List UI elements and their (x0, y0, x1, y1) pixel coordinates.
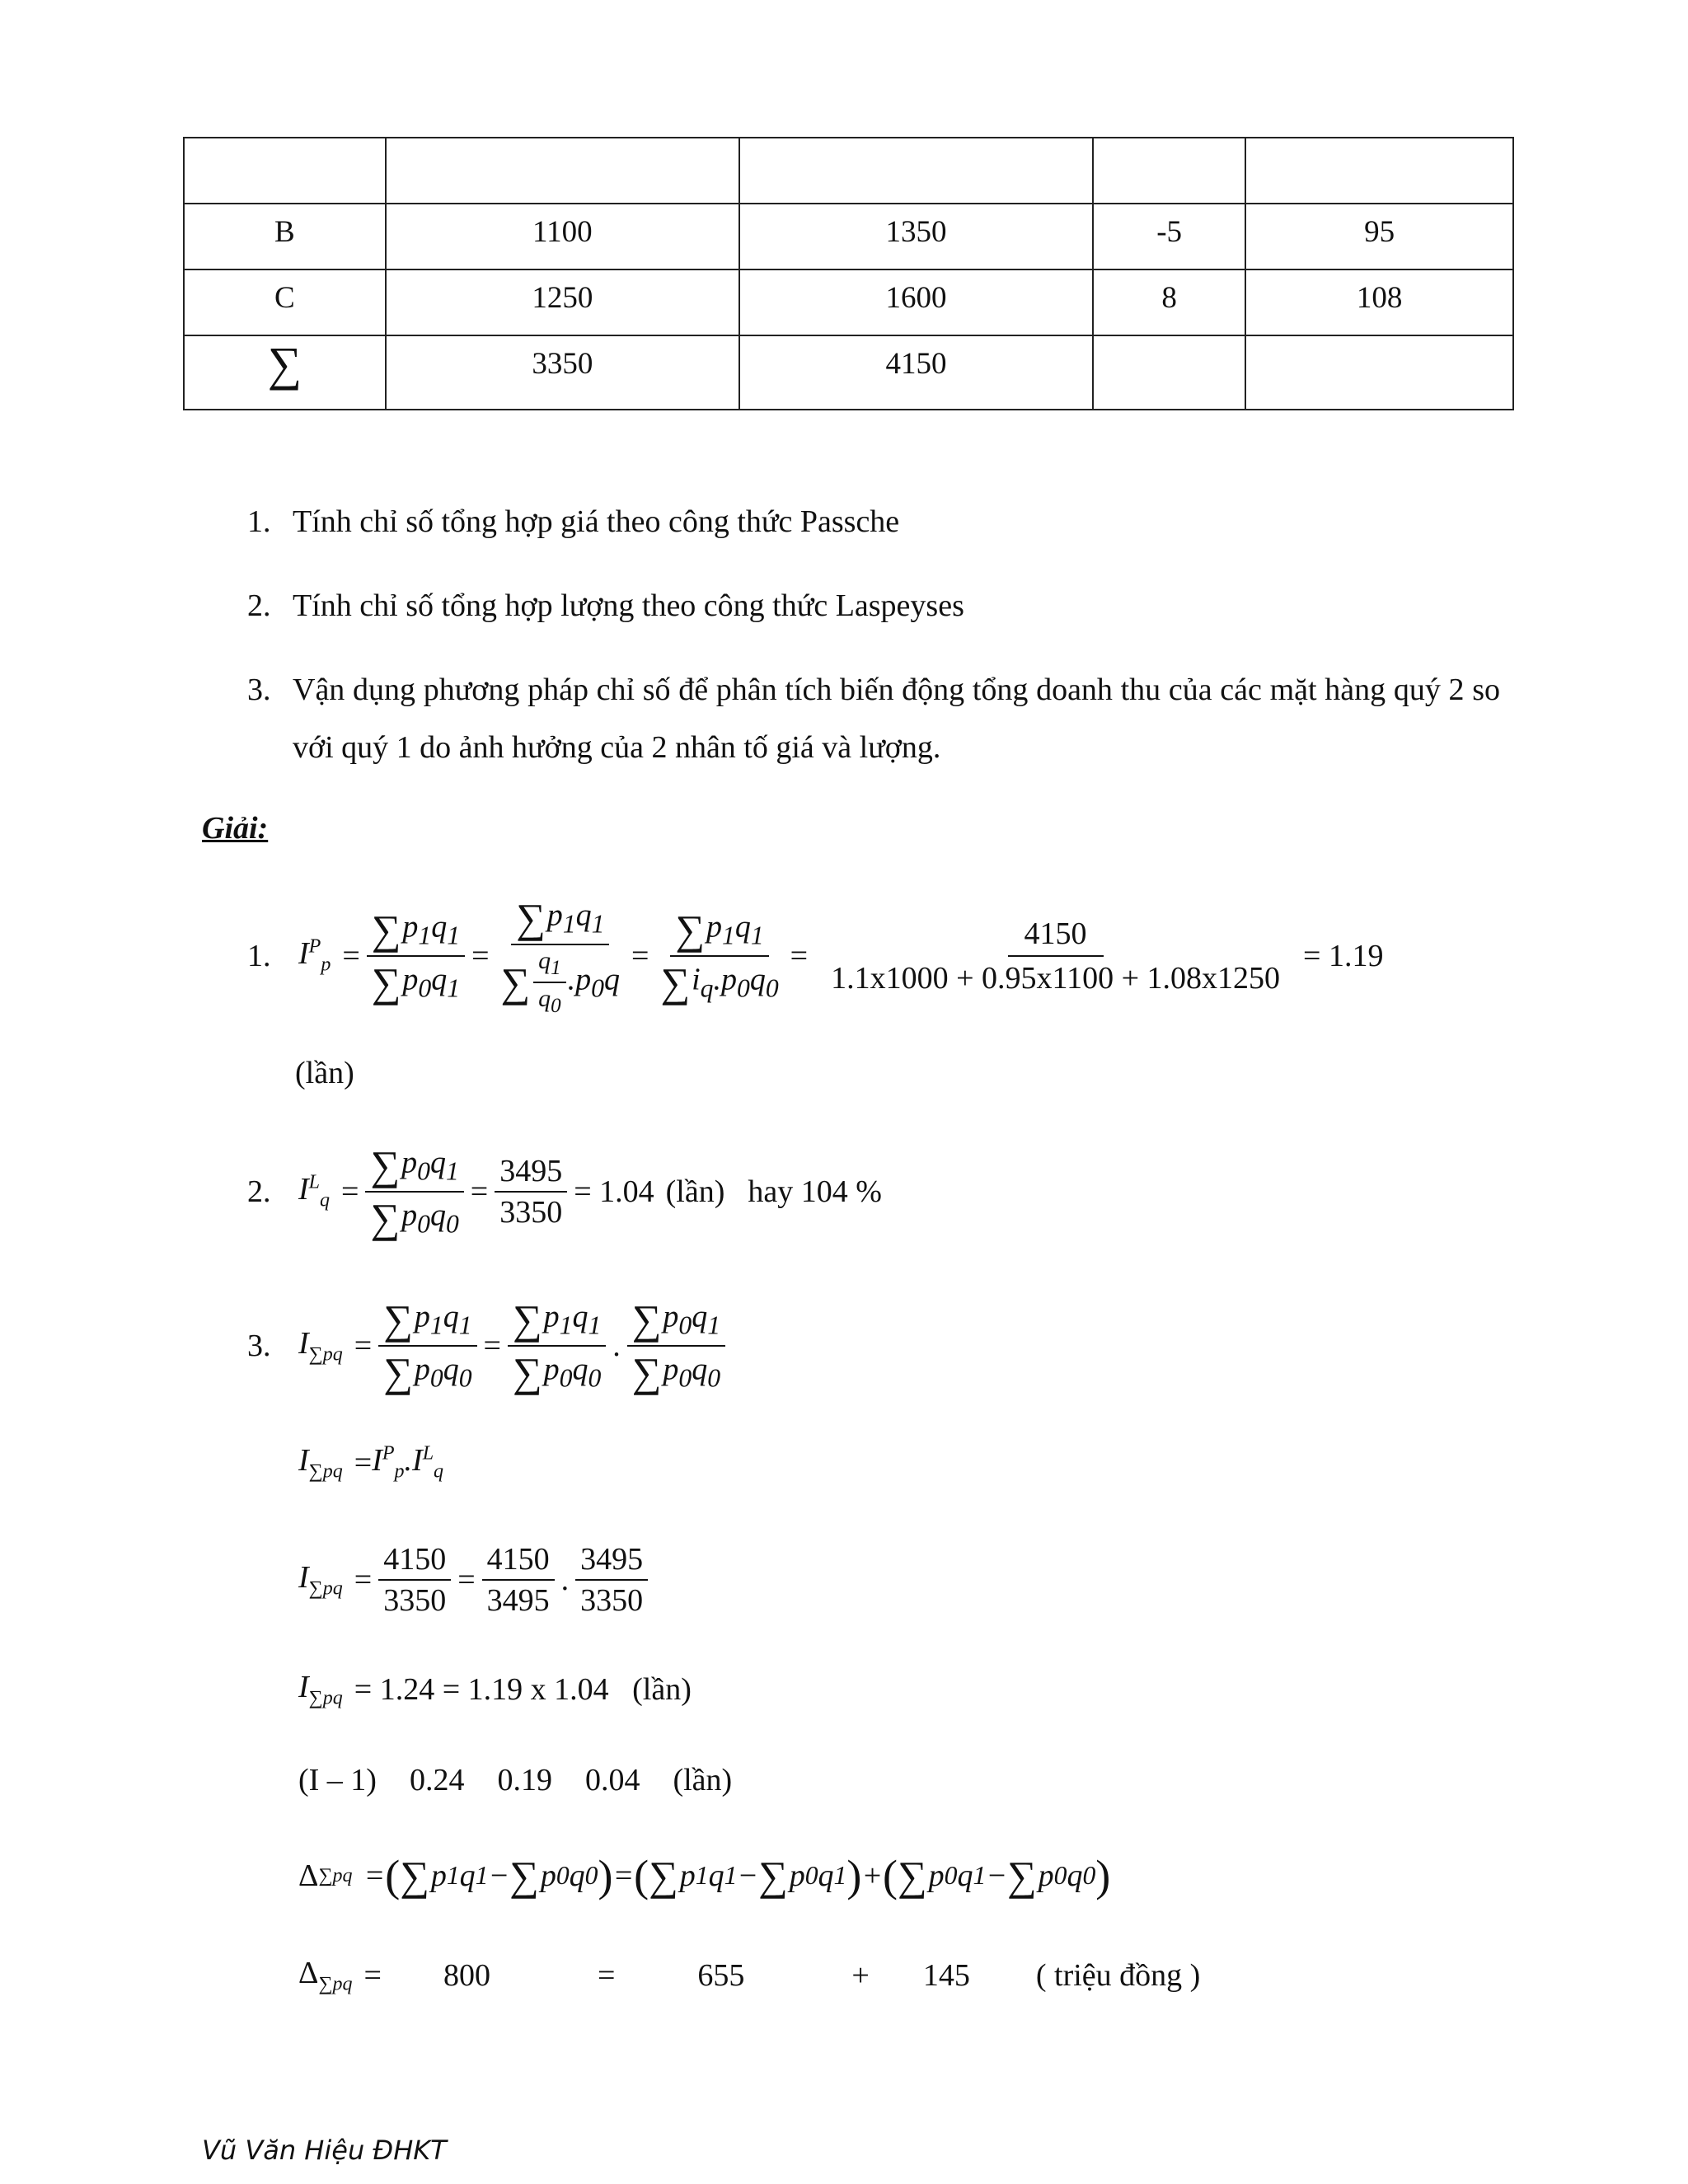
solution-number: 2. (247, 1174, 271, 1209)
question-text: Tính chỉ số tổng hợp giá theo công thức Passche (293, 504, 900, 539)
fraction: $\frac{\sum p_1q_1}{\sum p_0q_1}$ (367, 906, 465, 1006)
table-row (184, 335, 1513, 410)
table-cell (184, 138, 386, 204)
table-cell: 8 (1093, 269, 1245, 335)
table-cell: 1250 (386, 269, 739, 335)
table-cell: 95 (1245, 204, 1513, 269)
percent-value: hay 104 % (748, 1174, 882, 1209)
fraction-values: $\frac{3495}{3350}$ (495, 1153, 567, 1230)
solution-3-formula: 3. $I_{\sum pq}$ = $\frac{\sum p_1q_1}{\sum p_0q_0}$ = $\frac{\sum p_1q_1}{\sum p_0q_0}$ . $\frac{\sum p_0q_1}{\sum p_0q_0}$ (247, 1296, 732, 1396)
table-cell: B (184, 204, 386, 269)
table-cell (739, 138, 1093, 204)
data-table (183, 137, 1514, 410)
result-value: = 1.19 (1303, 939, 1384, 973)
question-number: 1. (247, 504, 271, 539)
table-cell: 108 (1245, 269, 1513, 335)
table-cell (1245, 138, 1513, 204)
relative-change-line: (I – 1) 0.24 0.19 0.04 (lần) (298, 1763, 733, 1797)
solution-number: 1. (247, 939, 271, 973)
table-cell (1093, 335, 1245, 410)
table-cell: 1100 (386, 204, 739, 269)
price-index-symbol: $I^P_p$ (298, 935, 331, 976)
question-number: 3. (247, 673, 271, 707)
unit-label: (lần) (295, 1056, 354, 1090)
table-cell: ∑ (184, 335, 386, 410)
index-values-formula: $I_{\sum pq}$ = $\frac{4150}{3350}$ = $\frac{4150}{3495}$ . $\frac{3495}{3350}$ (298, 1541, 654, 1619)
table-cell: 4150 (739, 335, 1093, 410)
table-row (184, 269, 1513, 335)
unit-label: (lần) (665, 1174, 725, 1209)
solution-number: 3. (247, 1329, 271, 1363)
fraction: $\sum p_1q_1$ ∑ $\frac{q_1}{q_0}$ $.p_0q$ (500, 895, 620, 1017)
question-text: Tính chỉ số tổng hợp lượng theo công thức Laspeyses (293, 588, 964, 623)
index-product-formula: $I_{\sum pq}$ = $I^P_p.I^L_q$ (298, 1442, 444, 1483)
fraction: $\frac{\sum p_1q_1}{\sum p_0q_0}$ (508, 1296, 606, 1396)
fraction-values: $\frac{3495}{3350}$ (575, 1541, 648, 1619)
table-cell (386, 138, 739, 204)
table-cell (1245, 335, 1513, 410)
absolute-change-values: $\Delta_{\sum pq}$ = 800 = 655 + 145 ( triệu đồng ) (298, 1956, 1201, 1995)
table-cell: 1600 (739, 269, 1093, 335)
table-row (184, 204, 1513, 269)
table-cell: 1350 (739, 204, 1093, 269)
solution-1-formula: 1. $I^P_p$ = $\frac{\sum p_1q_1}{\sum p_0q_1}$ = $\sum p_1q_1$ ∑ $\frac{q_1}{q_0}$ $.p_0q$ = $\frac{\sum p_1q_1}{\sum i_q.p_0q_0}$ = $\frac{4150}{1.1x1000 + 0.95x1100 + 1.08x1250}$ = 1.19 (247, 895, 1384, 1017)
question-number: 2. (247, 588, 271, 623)
fraction-values: $\frac{4150}{1.1x1000 + 0.95x1100 + 1.08x1250}$ (831, 916, 1281, 996)
table-cell (1093, 138, 1245, 204)
result-value: = 1.04 (574, 1174, 654, 1209)
fraction-values: $\frac{4150}{3350}$ (378, 1541, 451, 1619)
absolute-change-formula: Δ ∑pq = ( ∑ p 1 q 1 − ∑ p 0 q 0 ) = ( ∑ p 1 q 1 − ∑ p 0 q 1 ) + ( ∑ p 0 q 1 − ∑ p 0 q 0 ) (298, 1851, 1111, 1900)
fraction: $\frac{\sum p_0q_1}{\sum p_0q_0}$ (365, 1141, 463, 1242)
question-item (247, 493, 1500, 551)
fraction: $\frac{\sum p_0q_1}{\sum p_0q_0}$ (627, 1296, 725, 1396)
solution-2-formula: 2. $I^L_q$ = $\frac{\sum p_0q_1}{\sum p_0q_0}$ = $\frac{3495}{3350}$ = 1.04 (lần) hay 104 % (247, 1142, 882, 1241)
table-cell: C (184, 269, 386, 335)
revenue-index-symbol: $I_{\sum pq}$ (298, 1326, 343, 1366)
question-item (247, 661, 1500, 776)
fraction-values: $\frac{4150}{3495}$ (482, 1541, 555, 1619)
table-cell: -5 (1093, 204, 1245, 269)
footer-author: Vũ Văn Hiệu ĐHKT (202, 2135, 447, 2166)
table-cell: 3350 (386, 335, 739, 410)
question-item (247, 577, 1500, 635)
quantity-index-symbol: $I^L_q$ (298, 1171, 331, 1212)
question-list (247, 493, 1500, 776)
fraction: $\frac{\sum p_1q_1}{\sum p_0q_0}$ (378, 1296, 476, 1396)
solution-heading: Giải: (202, 811, 269, 846)
index-result-line: $I_{\sum pq}$ = 1.24 = 1.19 x 1.04 (lần) (298, 1670, 692, 1709)
question-text: Vận dụng phương pháp chỉ số để phân tích biến động tổng doanh thu của các mặt hàng quý 2 so với quý 1 do ảnh hưởng của 2 nhân tố giá và lượng. (293, 673, 1500, 765)
fraction: $\frac{\sum p_1q_1}{\sum i_q.p_0q_0}$ (660, 907, 779, 1005)
table-row (184, 138, 1513, 204)
